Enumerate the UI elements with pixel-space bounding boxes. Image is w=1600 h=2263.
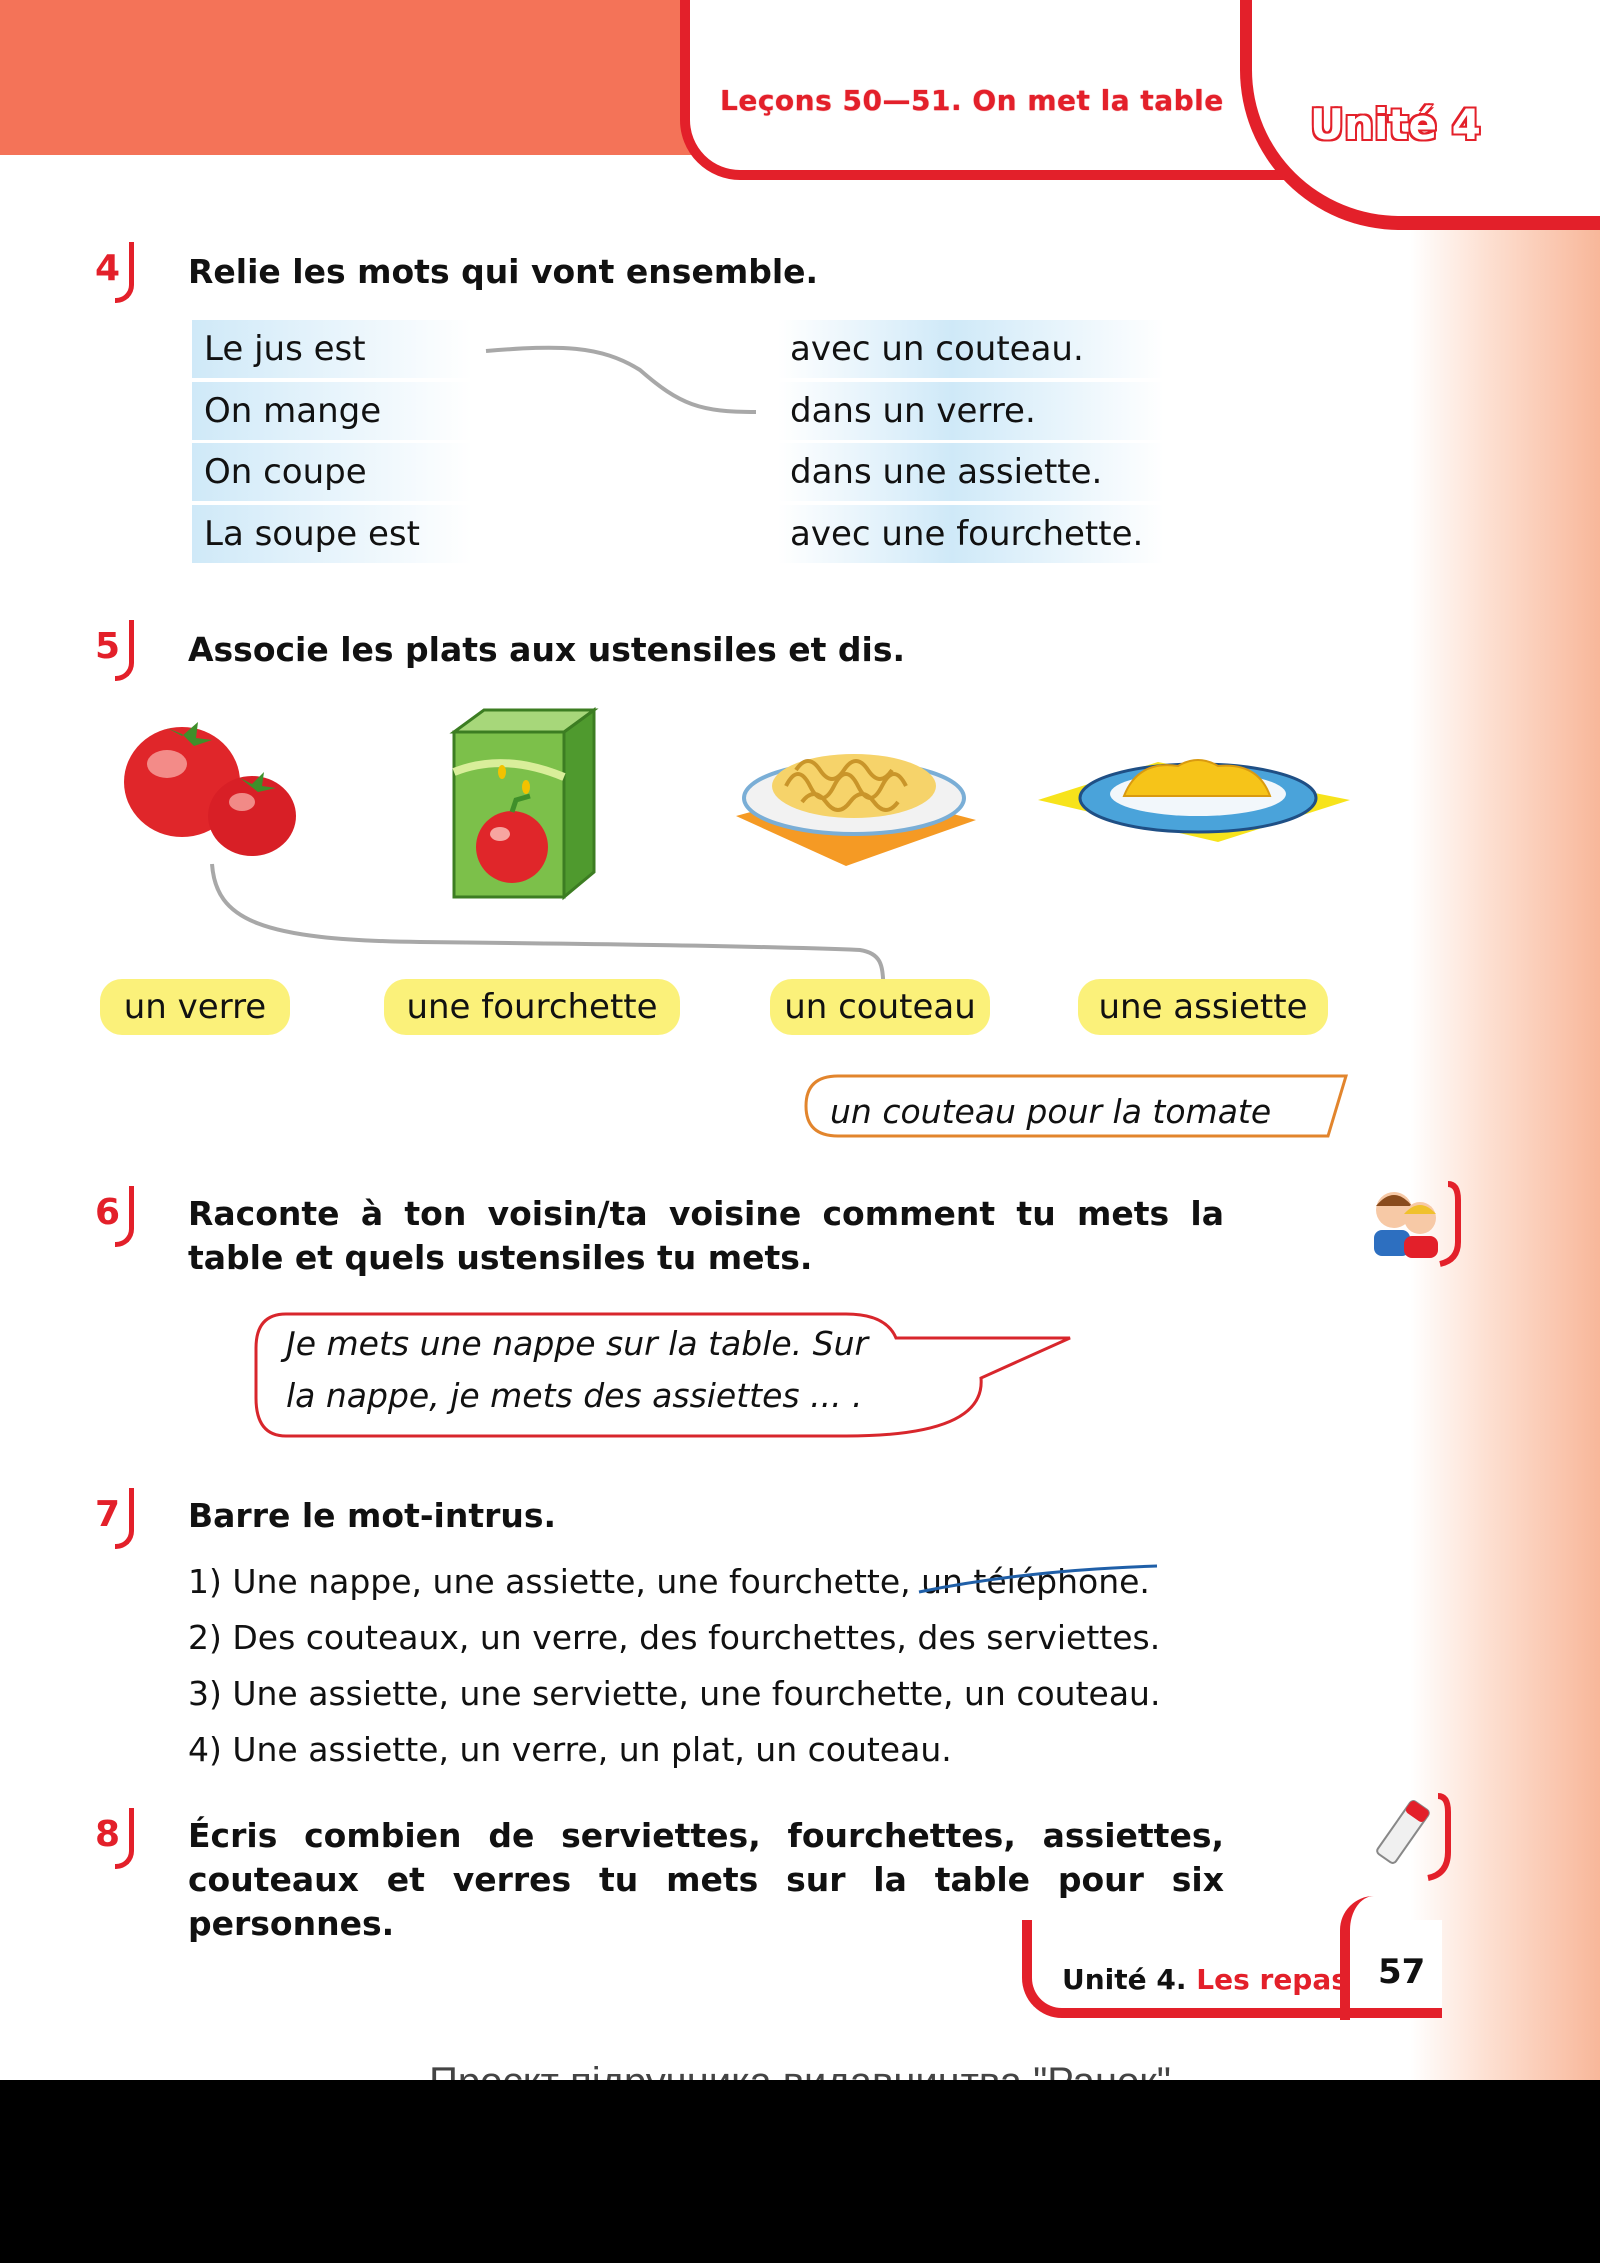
list-item: [188, 1560, 1150, 1604]
example-answer: un couteau pour la tomate: [830, 1092, 1272, 1131]
page-number: 57: [1378, 1952, 1426, 1992]
list-item: 2) Des couteaux, un verre, des fourchettes, des serviettes.: [188, 1618, 1161, 1657]
utensil-word: un couteau: [770, 979, 990, 1035]
exercise-number: 4: [60, 248, 120, 289]
utensil-word: une assiette: [1078, 979, 1328, 1035]
struck-word: [921, 1562, 1139, 1601]
exercise-instruction: Relie les mots qui vont ensemble.: [188, 252, 819, 291]
exercise-instruction: Écris combien de serviettes, fourchettes, assiettes, couteaux et verres tu mets sur la table pour six personnes.: [188, 1816, 1224, 1943]
utensil-word: une fourchette: [384, 979, 680, 1035]
exercise-number: 8: [60, 1814, 120, 1855]
item-text: .: [1139, 1562, 1150, 1601]
intrus-word: un téléphone: [921, 1562, 1140, 1601]
unit-title: Unité 4: [1310, 100, 1481, 149]
lesson-title: Leçons 50—51. On met la table: [720, 84, 1224, 117]
connector-line-ex5: [0, 0, 1600, 1100]
footer-unit: Unité 4.: [1062, 1963, 1187, 1996]
bubble-line: Je mets une nappe sur la table. Sur: [286, 1324, 869, 1363]
right-phrase: dans un verre.: [778, 382, 1164, 440]
bubble-line: la nappe, je mets des assiettes ... .: [286, 1376, 863, 1415]
pencil-icon: [1368, 1790, 1458, 1890]
list-item: 4) Une assiette, un verre, un plat, un couteau.: [188, 1730, 952, 1769]
footer-unit-label: [1062, 1963, 1348, 1996]
black-bottom-area: [0, 2080, 1600, 2263]
footer-topic: Les repas: [1196, 1963, 1348, 1996]
exercise-number: 6: [60, 1192, 120, 1233]
item-text: 1) Une nappe, une assiette, une fourchette,: [188, 1562, 922, 1601]
left-phrase: On coupe: [192, 443, 472, 501]
left-phrase: La soupe est: [192, 505, 472, 563]
left-phrase: Le jus est: [192, 320, 472, 378]
list-item: 3) Une assiette, une serviette, une fourchette, un couteau.: [188, 1674, 1161, 1713]
exercise-instruction: Barre le mot-intrus.: [188, 1496, 557, 1535]
utensil-word: un verre: [100, 979, 290, 1035]
strike-line: [917, 1560, 1167, 1600]
exercise-instruction: Associe les plats aux ustensiles et dis.: [188, 630, 906, 669]
right-phrase: avec un couteau.: [778, 320, 1164, 378]
left-phrase: On mange: [192, 382, 472, 440]
exercise-instruction: Raconte à ton voisin/ta voisine comment tu mets la table et quels ustensiles tu mets.: [188, 1194, 1224, 1277]
exercise-number: 7: [60, 1494, 120, 1535]
right-phrase: dans une assiette.: [778, 443, 1164, 501]
footer-divider: [1340, 1896, 1374, 2020]
exercise-number: 5: [60, 626, 120, 667]
right-phrase: avec une fourchette.: [778, 505, 1164, 563]
pair-work-icon: [1362, 1178, 1472, 1268]
